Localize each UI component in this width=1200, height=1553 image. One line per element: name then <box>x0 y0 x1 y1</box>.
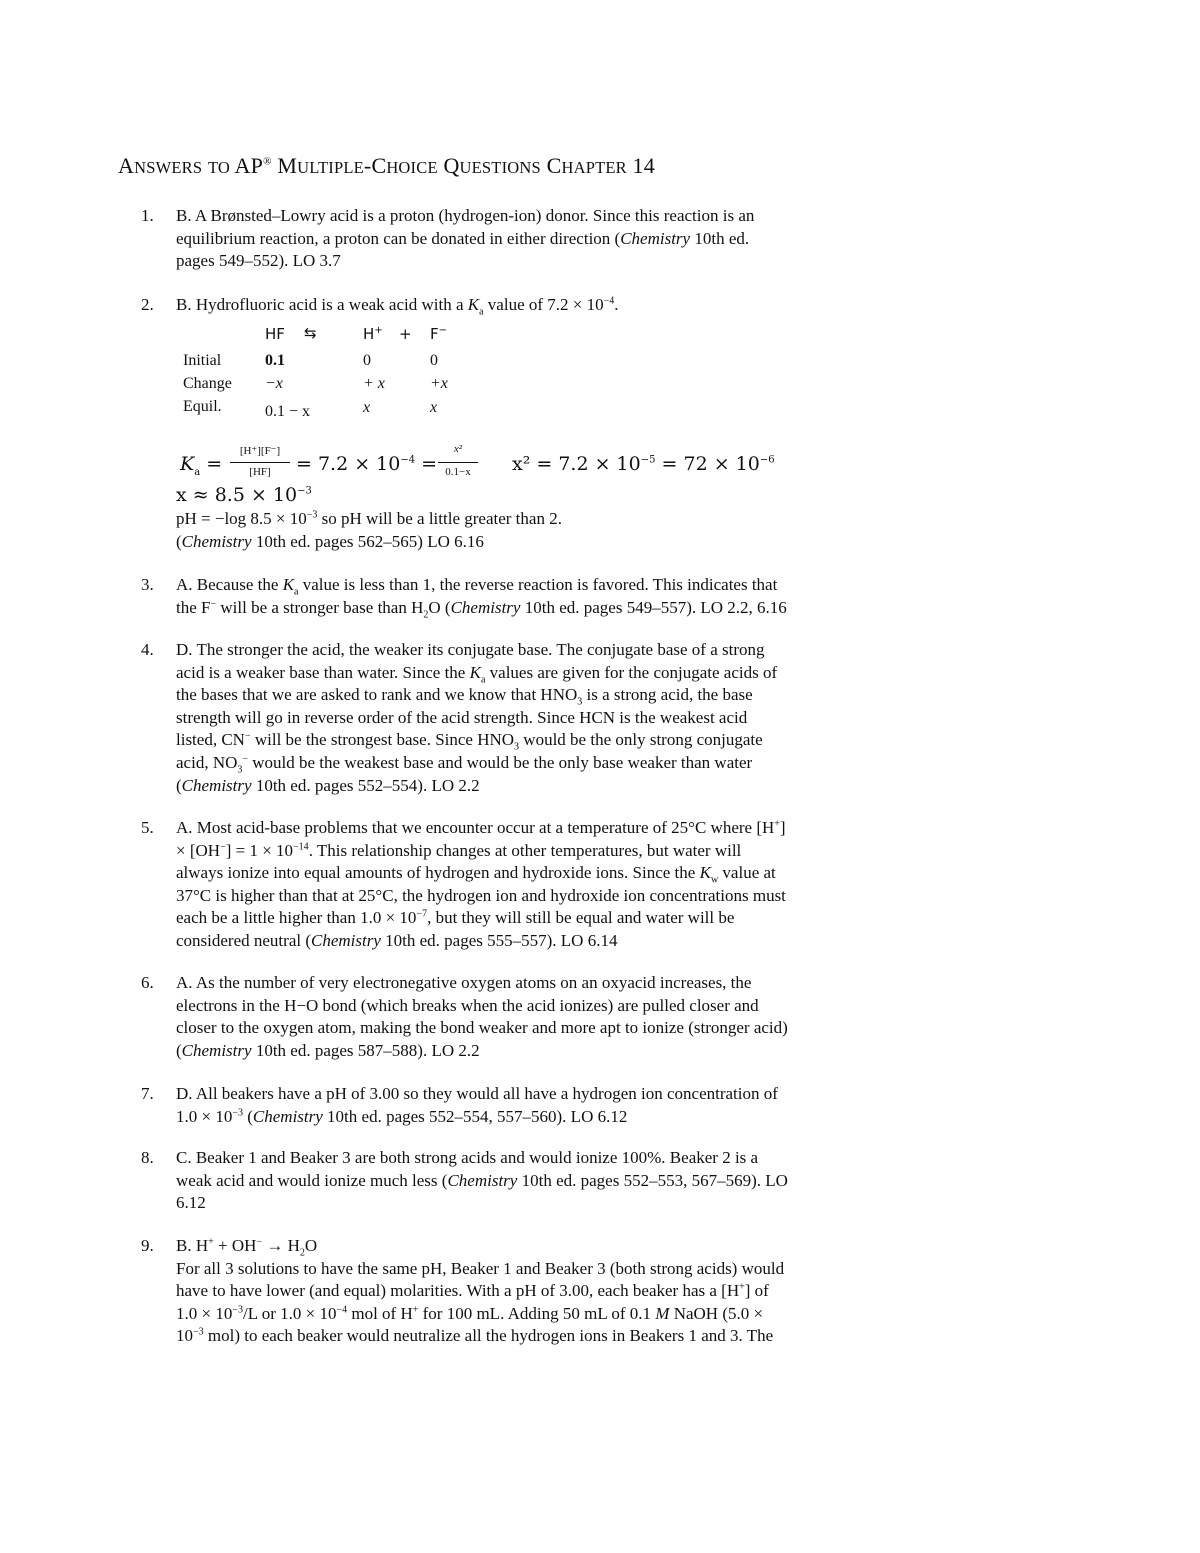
answer-text: have to have lower (and equal) molarities. With a pH of 3.00, each beaker has a [H+] of <box>176 1281 769 1301</box>
answer-text: For all 3 solutions to have the same pH, Beaker 1 and Beaker 3 (both strong acids) would <box>176 1258 785 1278</box>
cell-initial-hf: 0.1 <box>265 352 285 369</box>
answer-text: listed, CN− will be the strongest base. Since $HNO_3$ would be the only strong conjugate <box>176 730 763 753</box>
answer-text: B. A Brønsted–Lowry acid is a proton (hydrogen-ion) donor. Since this reaction is an <box>176 206 755 225</box>
answer-text: B. Hydrofluoric acid is a weak acid with a $K_a$ value of $7.2 \times 10^{-4}$. <box>176 295 619 318</box>
eq-frac2-line <box>438 462 478 463</box>
answer-number: 2. <box>141 295 154 314</box>
answer-text: considered neutral (Chemistry 10th ed. pages 555–557). LO 6.14 <box>176 930 618 950</box>
answer-text: weak acid and would ionize much less (Chemistry 10th ed. pages 552–553, 567–569). LO <box>176 1170 788 1190</box>
answer-number: 4. <box>141 640 154 659</box>
answer-text: $10^{-3}$ mol) to each beaker would neutralize all the hydrogen ions in Beakers 1 and 3. The <box>176 1326 774 1346</box>
answer-text: pH = −log $8.5 \times 10^{-3}$ so pH will be a little greater than 2. <box>176 509 562 528</box>
answer-text: electrons in the H−O bond (which breaks when the acid ionizes) are pulled closer and <box>176 995 759 1015</box>
answer-text: equilibrium reaction, a proton can be donated in either direction (Chemistry 10th ed. <box>176 228 750 248</box>
answer-number: 3. <box>141 575 154 594</box>
answer-text: A. Most acid-base problems that we encounter occur at a temperature of 25°C where [H+] <box>176 818 786 837</box>
answer-text: B. $H^+ + OH^- \to H_2O$ <box>176 1236 318 1259</box>
eq-frac1-denominator: [HF] <box>249 466 271 478</box>
answer-text: (Chemistry 10th ed. pages 552–554). LO 2.2 <box>176 775 480 795</box>
page-title: ANSWERS TO AP® MULTIPLE-CHOICE QUESTIONS CHAPTER 14 <box>118 153 655 178</box>
answer-text: strength will go in reverse order of the acid strength. Since HCN is the weakest acid <box>176 707 748 727</box>
answer-text: always ionize into equal amounts of hydrogen and hydroxide ions. Since the $K_w$ value at <box>176 863 776 886</box>
cell-change-h: + x <box>363 375 385 392</box>
answer-text: each be a little higher than $1.0 \times 10^{-7}$, but they will still be equal and water will be <box>176 908 735 928</box>
answer-text: A. As the number of very electronegative oxygen atoms on an oxyacid increases, the <box>176 973 752 992</box>
answer-text: 6.12 <box>176 1193 206 1213</box>
answer-text: (Chemistry 10th ed. pages 587–588). LO 2.2 <box>176 1040 480 1060</box>
eq-frac2-numerator: x² <box>453 443 463 455</box>
cell-initial-f: 0 <box>430 352 438 369</box>
cell-initial-h: 0 <box>363 352 371 369</box>
eq-frac1-line <box>230 462 290 463</box>
answer-number: 8. <box>141 1148 154 1167</box>
cell-change-f: +x <box>430 375 448 392</box>
eq-approx: $x \approx 8.5 \times 10^{-3}$ <box>176 484 312 506</box>
row-label-equil: Equil. <box>183 398 222 415</box>
cell-equil-h: x <box>363 399 371 416</box>
answer-text: A. Because the $K_a$ value is less than 1, the reverse reaction is favored. This indicates that <box>176 575 778 598</box>
answer-text: 37°C is higher than that at 25°C, the hydrogen ion and hydroxide ion concentrations must <box>176 885 786 905</box>
eq-frac1-numerator: [H⁺][F⁻] <box>239 445 281 457</box>
table-header-plus: + <box>399 325 412 343</box>
eq-ka-symbol: $K_a$ = <box>180 453 223 478</box>
answer-number: 9. <box>141 1236 154 1255</box>
eq-middle: = $7.2 \times 10^{-4}$ = <box>296 453 438 475</box>
answer-number: 7. <box>141 1084 154 1103</box>
cell-equil-hf: 0.1 − x <box>265 403 311 420</box>
answer-text: closer to the oxygen atom, making the bond weaker and more apt to ionize (stronger acid) <box>176 1018 788 1038</box>
eq-frac2-denominator: 0.1−x <box>445 466 471 478</box>
answer-text: D. All beakers have a pH of 3.00 so they would all have a hydrogen ion concentration of <box>176 1084 778 1103</box>
answer-text: $1.0 \times 10^{-3}/L$ or $1.0 \times 10^{-4}$ mol of H+ for 100 mL. Adding 50 mL of 0.1 M NaOH (5.0 × <box>176 1303 764 1323</box>
table-header-h: H+ <box>363 325 383 343</box>
answer-text: $1.0 \times 10^{-3}$ (Chemistry 10th ed. pages 552–554, 557–560). LO 6.12 <box>176 1106 628 1126</box>
table-header-f: F− <box>430 325 448 343</box>
answer-text: × $[OH^-] = 1 \times 10^{-14}$. This relationship changes at other temperatures, but water will <box>176 840 742 860</box>
equilibrium-arrow-icon: ⇆ <box>304 324 317 342</box>
eq-right: $x^2 = 7.2 \times 10^{-5} = 72 \times 10^{-6}$ <box>512 453 775 475</box>
answer-text: (Chemistry 10th ed. pages 562–565) LO 6.16 <box>176 531 484 551</box>
row-label-change: Change <box>183 375 232 392</box>
cell-change-hf: −x <box>265 375 283 392</box>
row-label-initial: Initial <box>183 352 222 369</box>
answer-text: the F− will be a stronger base than $H_2O$ (Chemistry 10th ed. pages 549–557). LO 2.2, 6.16 <box>176 597 787 620</box>
answer-text: pages 549–552). LO 3.7 <box>176 251 341 271</box>
answer-text: acid, $NO_3^-$ would be the weakest base and would be the only base weaker than water <box>176 752 753 776</box>
table-header-hf: HF <box>265 325 285 343</box>
answer-text: acid is a weaker base than water. Since the $K_a$ values are given for the conjugate acids of <box>176 662 778 685</box>
answer-text: C. Beaker 1 and Beaker 3 are both strong acids and would ionize 100%. Beaker 2 is a <box>176 1148 759 1167</box>
answer-number: 1. <box>141 206 154 225</box>
answer-text: the bases that we are asked to rank and we know that $HNO_3$ is a strong acid, the base <box>176 685 753 708</box>
cell-equil-f: x <box>430 399 438 416</box>
answer-number: 6. <box>141 973 154 992</box>
answer-number: 5. <box>141 818 154 837</box>
answer-text: D. The stronger the acid, the weaker its conjugate base. The conjugate base of a strong <box>176 640 765 659</box>
